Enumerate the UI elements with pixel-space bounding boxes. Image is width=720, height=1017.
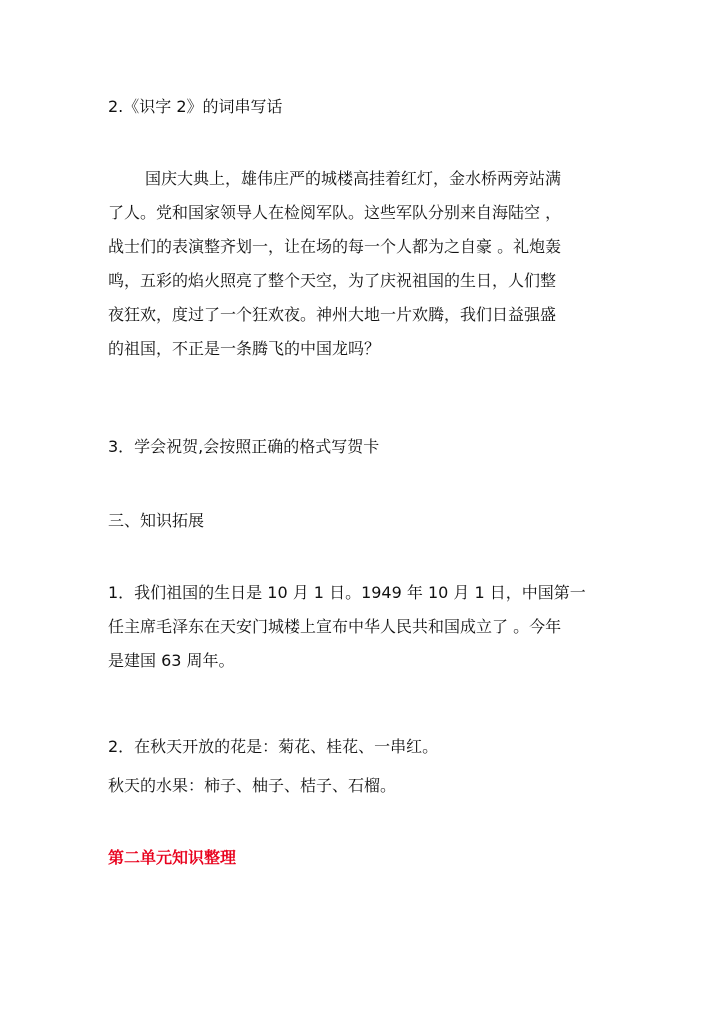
paragraph-line: 夜狂欢，度过了一个狂欢夜。神州大地一片欢腾，我们日益强盛 (108, 305, 557, 324)
heading-greeting-card: 3．学会祝贺,会按照正确的格式写贺卡 (108, 437, 380, 456)
paragraph-line: 国庆大典上，雄伟庄严的城楼高挂着红灯，金水桥两旁站满 (145, 169, 562, 188)
autumn-flowers-item: 2．在秋天开放的花是：菊花、桂花、一串红。 (108, 737, 439, 756)
item-line: 1．我们祖国的生日是 10 月 1 日。1949 年 10 月 1 日，中国第一 (108, 583, 586, 602)
autumn-fruits-line: 秋天的水果：柿子、柚子、桔子、石榴。 (108, 776, 397, 795)
unit-two-title: 第二单元知识整理 (108, 848, 237, 867)
national-day-paragraph (108, 162, 623, 366)
paragraph-line: 的祖国，不正是一条腾飞的中国龙吗？ (108, 339, 381, 358)
section-title-knowledge-extension: 三、知识拓展 (108, 511, 205, 530)
paragraph-line: 战士们的表演整齐划一，让在场的每一个人都为之自豪 。礼炮轰 (108, 237, 562, 256)
heading-word-string-writing: 2.《识字 2》的词串写话 (108, 97, 283, 116)
item-line: 任主席毛泽东在天安门城楼上宣布中华人民共和国成立了 。今年 (108, 617, 562, 636)
motherland-birthday-item (108, 576, 623, 678)
paragraph-line: 了人。党和国家领导人在检阅军队。这些军队分别来自海陆空 ， (108, 203, 562, 222)
item-line: 是建国 63 周年。 (108, 651, 235, 670)
paragraph-line: 鸣，五彩的焰火照亮了整个天空，为了庆祝祖国的生日，人们整 (108, 271, 557, 290)
